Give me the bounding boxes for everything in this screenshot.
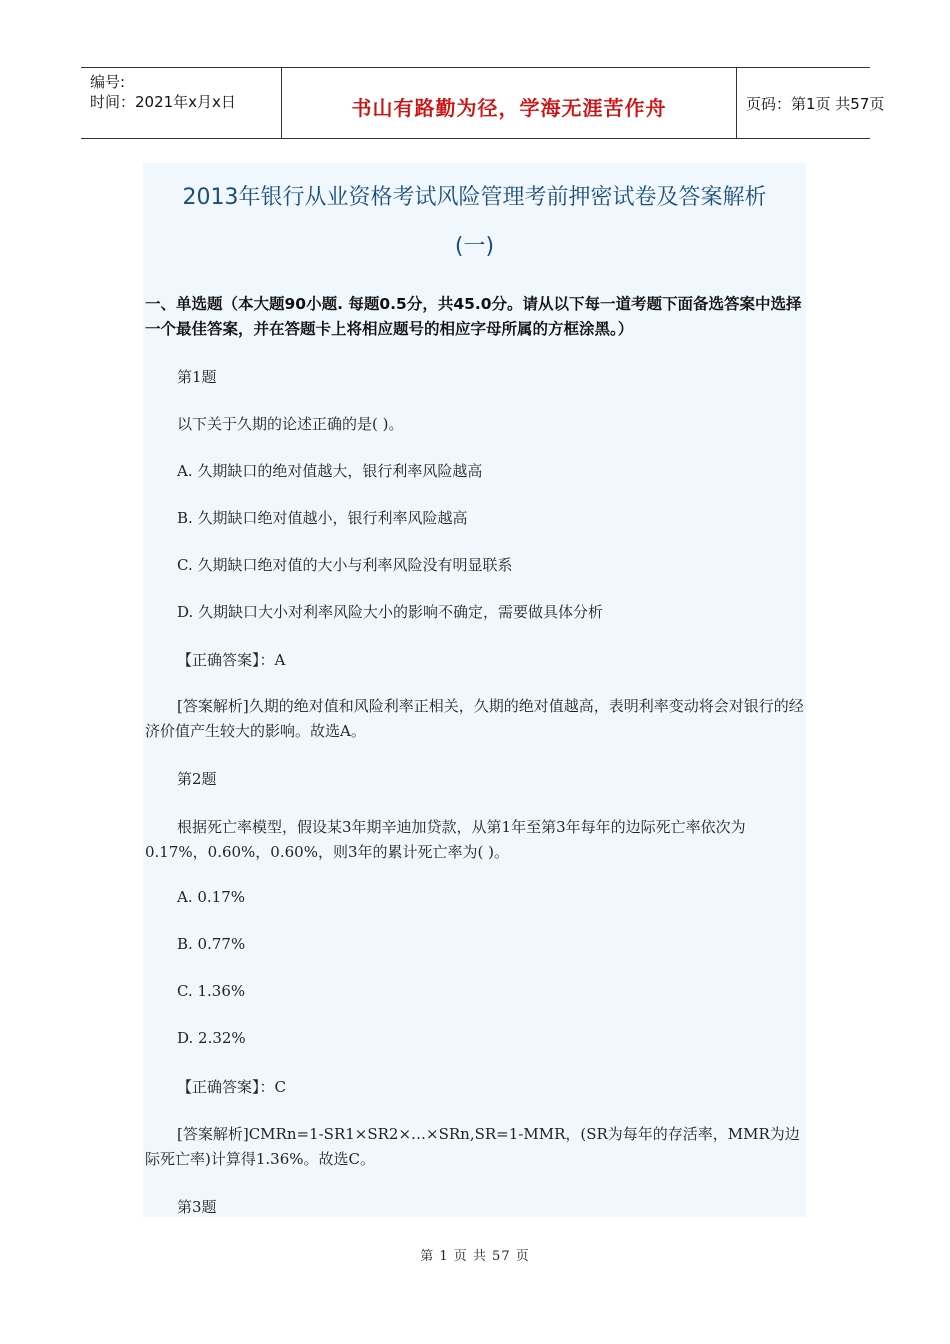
question-2-option-b: B. 0.77% [177,935,246,953]
header-page-cell [736,68,885,138]
document-title: 2013年银行从业资格考试风险管理考前押密试卷及答案解析 [182,185,767,210]
header-motto-cell [281,68,737,138]
document-title-subtitle: (一) [454,234,495,259]
question-2-stem: 根据死亡率模型，假设某3年期辛迪加贷款，从第1年至第3年每年的边际死亡率依次为0.17%，0.60%，0.60%，则3年的累计死亡率为( )。 [145,818,746,861]
header-motto: 书山有路勤为径，学海无涯苦作舟 [351,96,667,120]
header-page-info: 页码：第1页 共57页 [746,95,885,113]
question-1-option-b: B. 久期缺口绝对值越小，银行利率风险越高 [177,509,468,527]
question-2-number: 第2题 [177,770,217,788]
question-1-answer: 【正确答案】：A [177,651,286,669]
section-heading: 一、单选题（本大题90小题. 每题0.5分，共45.0分。请从以下每一道考题下面备选答案中选择一个最佳答案，并在答题卡上将相应题号的相应字母所属的方框涂黑。） [145,295,802,338]
question-1-option-c: C. 久期缺口绝对值的大小与利率风险没有明显联系 [177,556,513,574]
question-2-answer: 【正确答案】：C [177,1078,286,1096]
question-2-option-c: C. 1.36% [177,982,246,1000]
question-2-option-d: D. 2.32% [177,1029,246,1047]
page-footer: 第 1 页 共 57 页 [420,1249,530,1264]
question-1-analysis: [答案解析]久期的绝对值和风险利率正相关，久期的绝对值越高，表明利率变动将会对银行的经济价值产生较大的影响。故选A。 [145,697,804,740]
question-3-number: 第3题 [177,1198,217,1216]
page-header [81,67,885,139]
question-1-option-d: D. 久期缺口大小对利率风险大小的影响不确定，需要做具体分析 [177,603,604,621]
header-info-cell [81,68,281,138]
document-time-label: 时间：2021年x月x日 [90,93,236,111]
question-1-number: 第1题 [177,368,217,386]
question-2-option-a: A. 0.17% [177,888,246,906]
question-2-analysis: [答案解析]CMRn=1-SR1×SR2×…×SRn,SR=1-MMR，(SR为每年的存活率，MMR为边际死亡率)计算得1.36%。故选C。 [145,1125,800,1168]
question-1-option-a: A. 久期缺口的绝对值越大，银行利率风险越高 [177,462,483,480]
document-number-label: 编号: [90,73,126,91]
question-1-stem: 以下关于久期的论述正确的是( )。 [177,415,404,433]
